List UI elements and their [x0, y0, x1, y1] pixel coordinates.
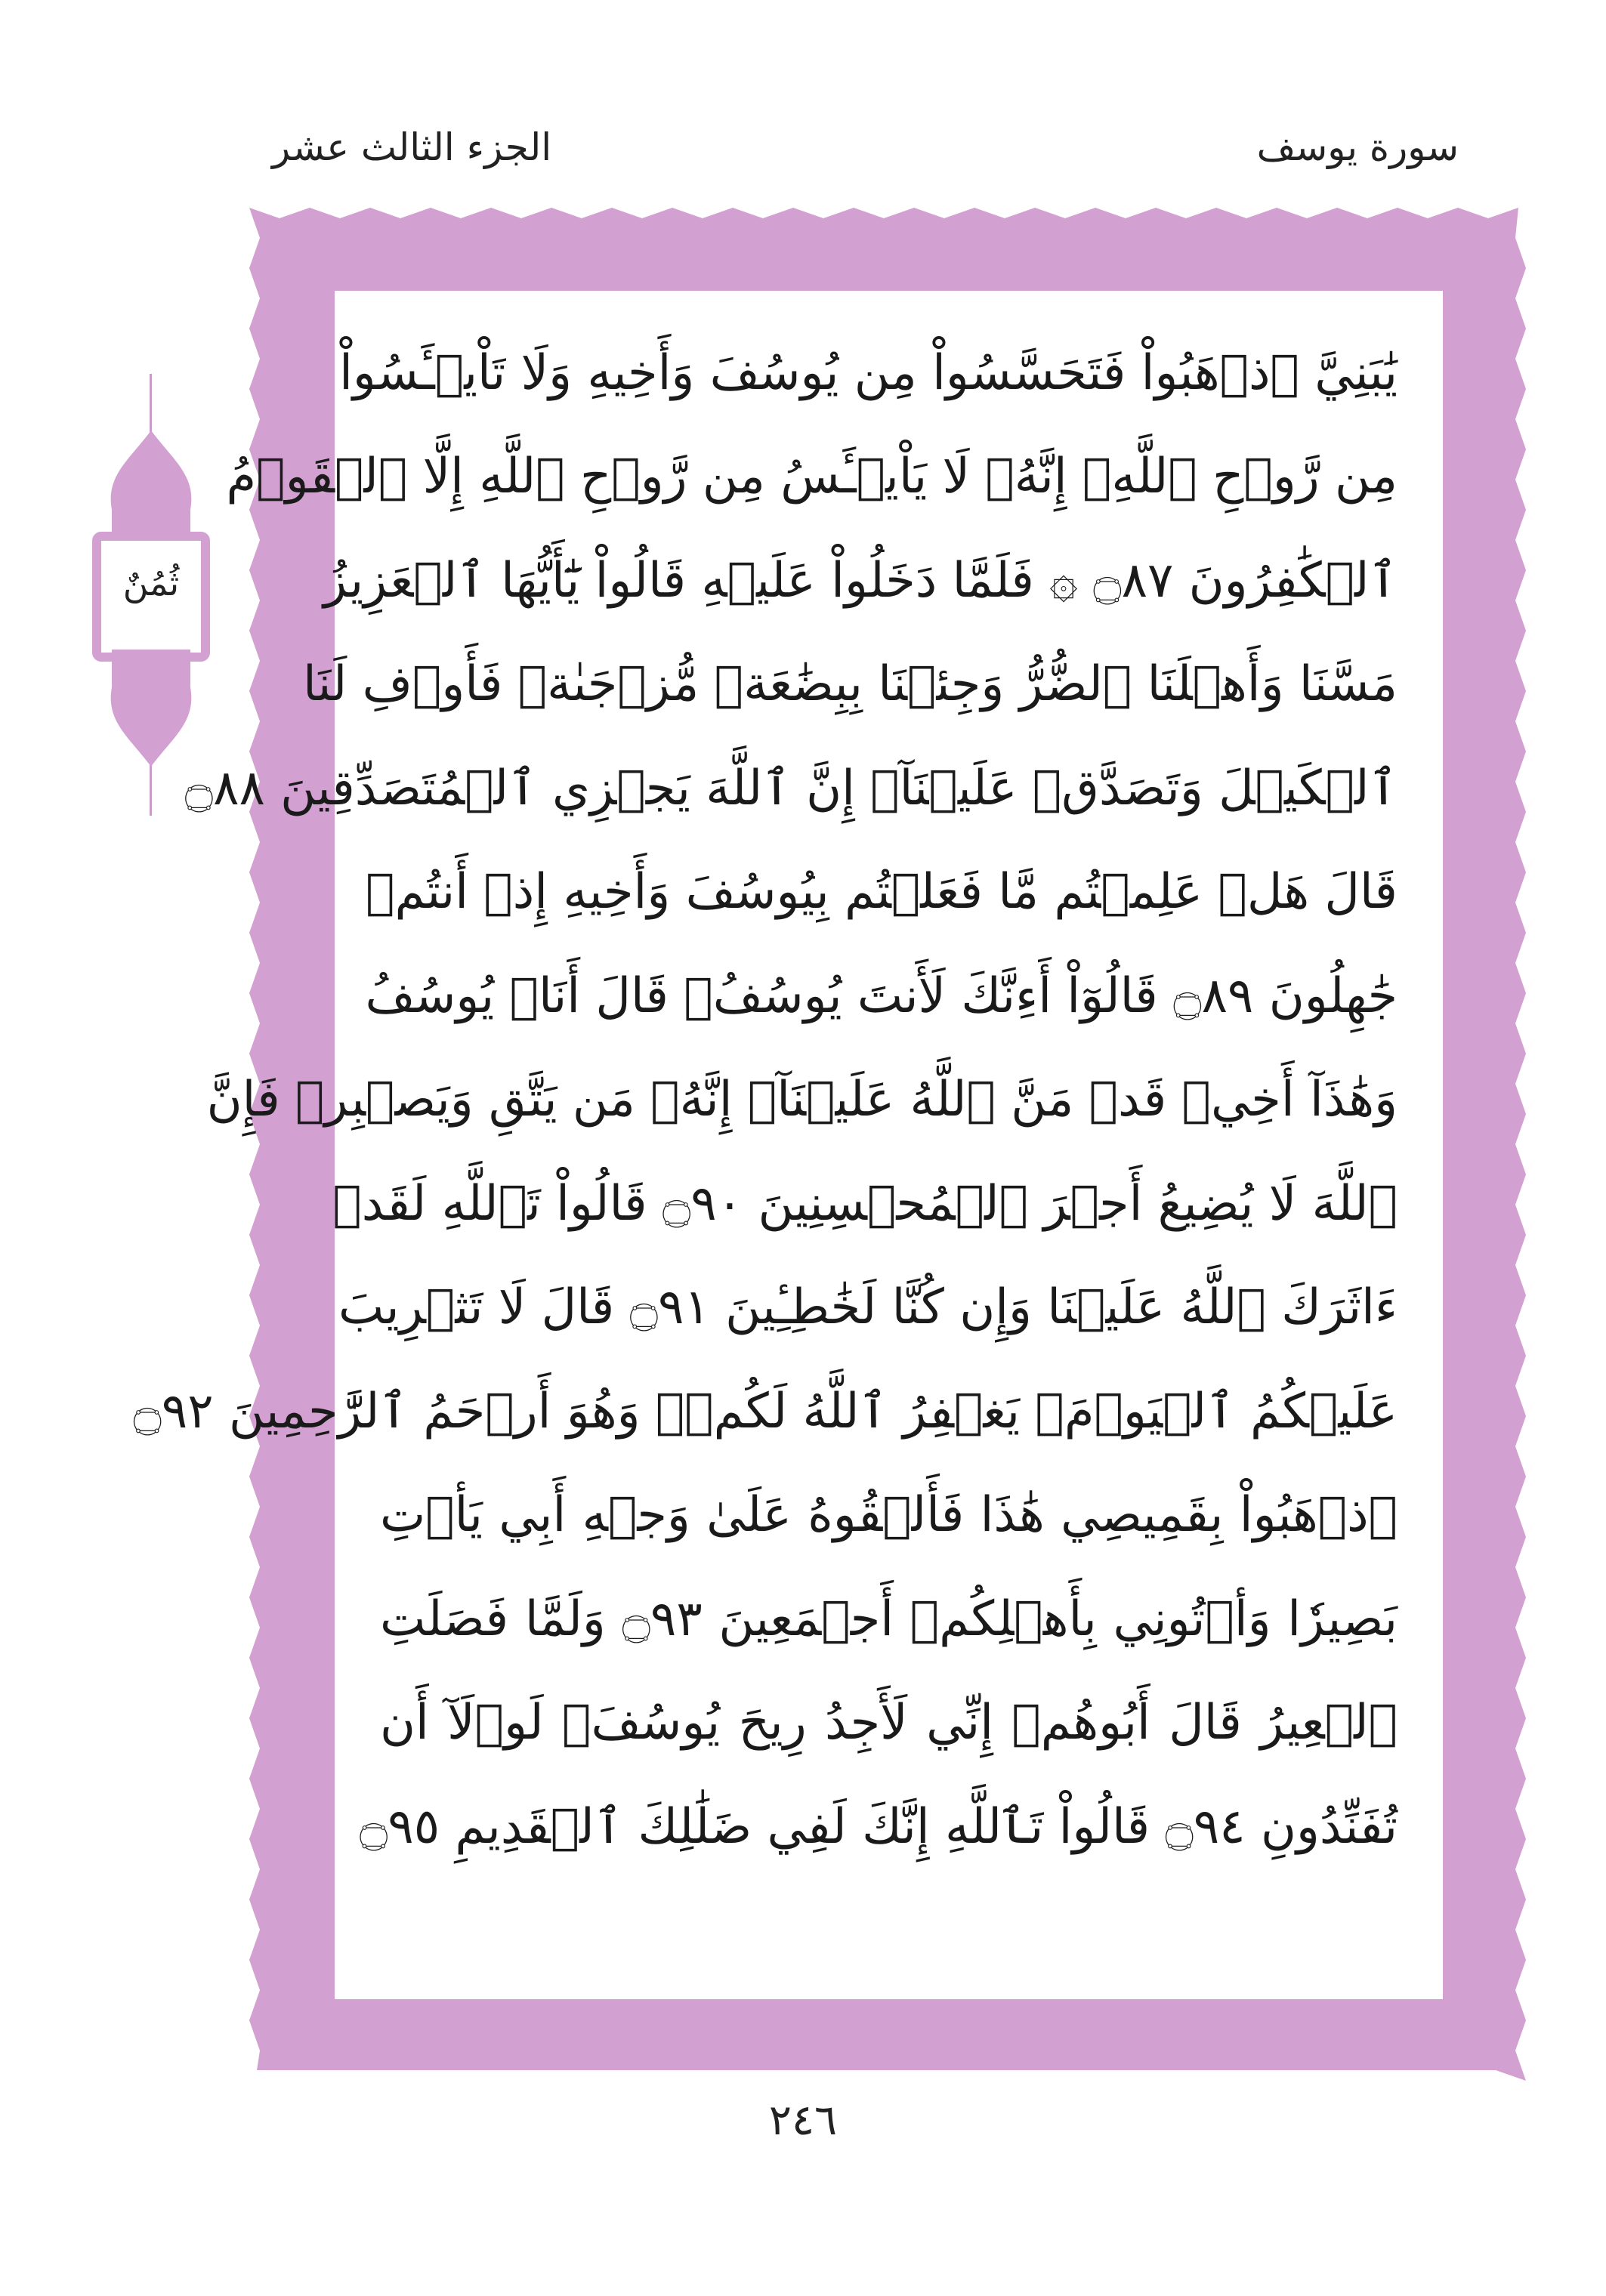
text-line: عَلَيۡكُمُ ٱلۡيَوۡمَۖ يَغۡفِرُ ٱللَّهُ لَكُمۡۖ وَهُوَ أَرۡحَمُ ٱلرَّٰحِمِينَ ۝٩٢	[133, 1383, 1398, 1440]
juz-name: الجزء الثالث عشر	[272, 125, 552, 169]
text-line: وَهَٰذَآ أَخِيۖ قَدۡ مَنَّ ٱللَّهُ عَلَيۡنَآۖ إِنَّهُۥ مَن يَتَّقِ وَيَصۡبِرۡ فَإِنَّ	[206, 1072, 1398, 1128]
text-line: ٱلۡكَيۡلَ وَتَصَدَّقۡ عَلَيۡنَآۖ إِنَّ ٱللَّهَ يَجۡزِي ٱلۡمُتَصَدِّقِينَ ۝٨٨	[184, 760, 1398, 816]
text-line: ٱذۡهَبُواْ بِقَمِيصِي هَٰذَا فَأَلۡقُوهُ عَلَىٰ وَجۡهِ أَبِي يَأۡتِ	[380, 1487, 1398, 1544]
text-line: ٱلۡعِيرُ قَالَ أَبُوهُمۡ إِنِّي لَأَجِدُ رِيحَ يُوسُفَۖ لَوۡلَآ أَن	[380, 1695, 1398, 1751]
text-line: مِن رَّوۡحِ ٱللَّهِۖ إِنَّهُۥ لَا يَاْيۡـَٔسُ مِن رَّوۡحِ ٱللَّهِ إِلَّا ٱلۡقَوۡمُ	[226, 449, 1398, 505]
text-line: يَٰبَنِيَّ ٱذۡهَبُواْ فَتَحَسَّسُواْ مِن يُوسُفَ وَأَخِيهِ وَلَا تَاْيۡـَٔسُواْ	[339, 344, 1398, 401]
thumn-label: ثُمُنٌ	[122, 563, 180, 603]
text-line: تُفَنِّدُونِ ۝٩٤ قَالُواْ تَٱللَّهِ إِنَّكَ لَفِي ضَلَٰلِكَ ٱلۡقَدِيمِ ۝٩٥	[359, 1798, 1398, 1855]
text-line: مَسَّنَا وَأَهۡلَنَا ٱلضُّرُّ وَجِئۡنَا بِبِضَٰعَةٖ مُّزۡجَىٰةٖ فَأَوۡفِ لَنَا	[302, 656, 1398, 713]
text-line: ٱللَّهَ لَا يُضِيعُ أَجۡرَ ٱلۡمُحۡسِنِينَ ۝٩٠ قَالُواْ تَٱللَّهِ لَقَدۡ	[332, 1175, 1398, 1232]
text-line: ءَاثَرَكَ ٱللَّهُ عَلَيۡنَا وَإِن كُنَّا لَخَٰطِـِٔينَ ۝٩١ قَالَ لَا تَثۡرِيبَ	[338, 1279, 1398, 1336]
surah-name: سورة يوسف	[1256, 125, 1459, 169]
text-line: جَٰهِلُونَ ۝٨٩ قَالُوٓاْ أَءِنَّكَ لَأَنتَ يُوسُفُۖ قَالَ أَنَا۠ يُوسُفُ	[365, 967, 1398, 1024]
text-line: ٱلۡكَٰفِرُونَ ۝٨٧ ۞ فَلَمَّا دَخَلُواْ عَلَيۡهِ قَالُواْ يَٰٓأَيُّهَا ٱلۡعَزِيزُ	[323, 552, 1398, 609]
text-line: بَصِيرٗا وَأۡتُونِي بِأَهۡلِكُمۡ أَجۡمَعِينَ ۝٩٣ وَلَمَّا فَصَلَتِ	[380, 1591, 1398, 1647]
text-line: قَالَ هَلۡ عَلِمۡتُم مَّا فَعَلۡتُم بِيُوسُفَ وَأَخِيهِ إِذۡ أَنتُمۡ	[366, 864, 1398, 921]
page-number: ٢٤٦	[768, 2096, 838, 2145]
